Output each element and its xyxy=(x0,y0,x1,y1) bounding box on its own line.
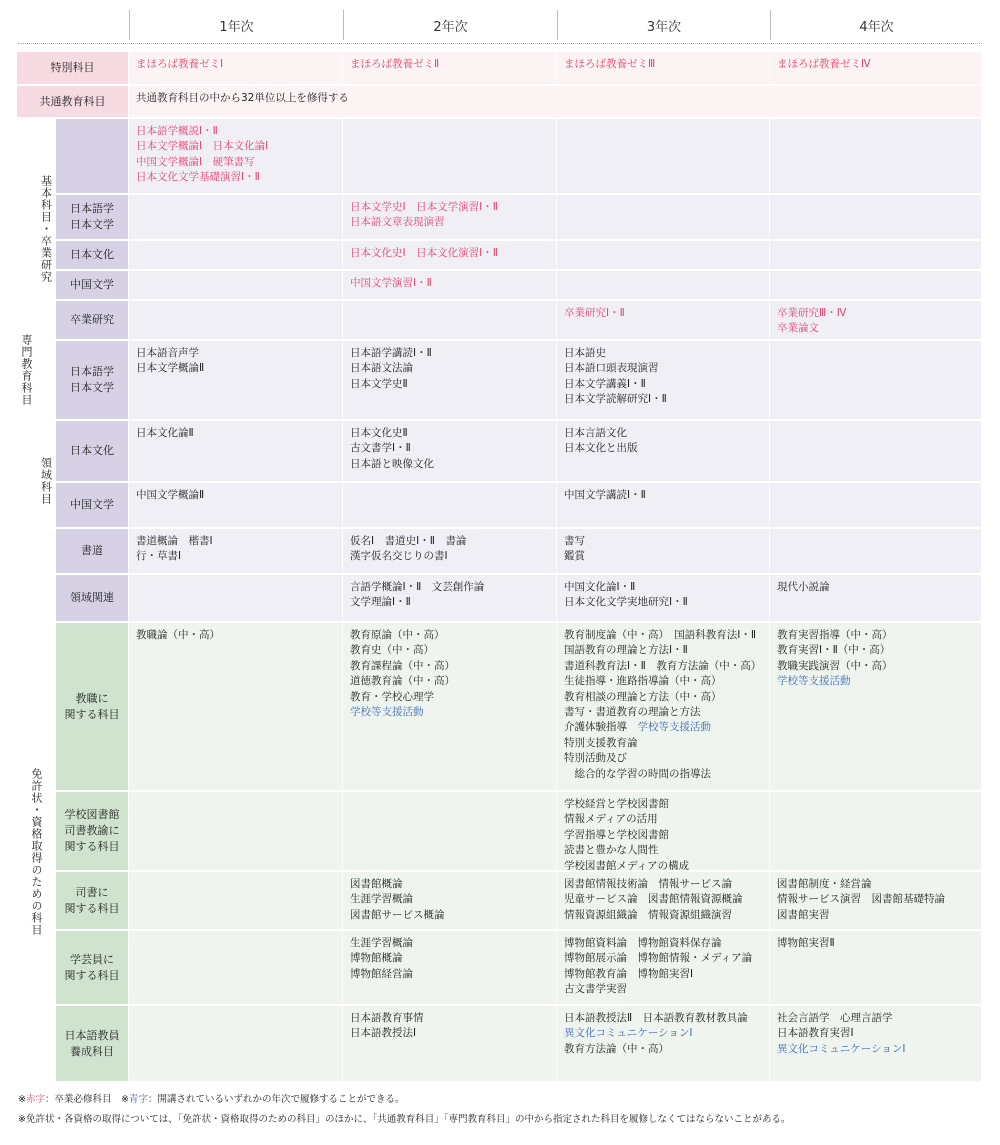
course-name: 特別支援教育論 xyxy=(564,736,638,749)
course-name: 中国文学講読Ⅰ・Ⅱ xyxy=(564,489,646,501)
course-cell xyxy=(557,529,770,575)
course-line xyxy=(350,441,549,456)
course-line xyxy=(777,1026,974,1041)
course-line xyxy=(564,951,762,966)
course-line xyxy=(564,643,762,658)
footnote-red-label: 赤字 xyxy=(25,1094,45,1105)
course-name: 仮名Ⅰ 書道史Ⅰ・Ⅱ 書論 xyxy=(350,535,467,547)
course-line xyxy=(564,361,762,376)
footnote-legend-prefix: ※ xyxy=(18,1094,26,1105)
course-cell xyxy=(343,483,557,529)
course-line xyxy=(564,306,762,321)
course-line xyxy=(350,595,549,610)
course-line xyxy=(350,457,549,472)
year-header-1: 1年次 xyxy=(129,10,343,40)
course-name: 情報サービス演習 図書館基礎特論 xyxy=(777,893,945,906)
course-name: 日本文学史Ⅰ 日本文学演習Ⅰ・Ⅱ xyxy=(350,201,498,213)
course-line xyxy=(350,951,549,966)
course-cell xyxy=(129,271,343,301)
course-name: 特別活動及び xyxy=(564,752,627,765)
course-line xyxy=(777,892,974,907)
course-line xyxy=(136,57,335,72)
course-name: 博物館教育論 博物館実習Ⅰ xyxy=(564,967,694,980)
course-line xyxy=(136,170,335,185)
row-label: 日本語学 日本文学 xyxy=(56,341,129,421)
course-line xyxy=(350,1011,549,1026)
row-label: 日本語学 日本文学 xyxy=(56,195,129,241)
course-line xyxy=(777,628,974,643)
course-cell xyxy=(770,483,982,529)
course-name: 日本文学講義Ⅰ・Ⅱ xyxy=(564,377,646,390)
course-name: 日本語教授法Ⅱ 日本語教育教材教具論 xyxy=(564,1012,748,1024)
course-cell xyxy=(557,931,770,1006)
course-line xyxy=(564,426,762,441)
course-name: まほろば教養ゼミⅡ xyxy=(350,58,440,70)
course-name: 学校等支援活動 xyxy=(350,706,424,719)
course-line xyxy=(350,936,549,951)
course-name: まほろば教養ゼミⅠ xyxy=(136,58,224,70)
course-line xyxy=(777,1011,974,1026)
course-cell xyxy=(557,872,770,931)
course-line xyxy=(350,346,549,361)
course-name: 日本文化論Ⅱ xyxy=(136,427,194,439)
label-kihon-text: 基本科目・卒業研究 xyxy=(39,175,53,283)
course-line xyxy=(136,139,335,154)
course-name: 日本語文章表現演習 xyxy=(350,216,445,229)
course-line xyxy=(777,643,974,658)
course-line xyxy=(350,908,549,923)
course-cell xyxy=(770,623,982,792)
course-line xyxy=(564,628,762,643)
row-label: 学芸員に 関する科目 xyxy=(56,931,129,1006)
course-name: 教職論（中・高） xyxy=(136,629,220,641)
course-name: 日本文化史Ⅱ xyxy=(350,427,408,439)
course-name: 図書館実習 xyxy=(777,908,830,921)
course-cell xyxy=(770,529,982,575)
course-name: 日本語教育事情 xyxy=(350,1012,424,1024)
course-cell xyxy=(770,872,982,931)
label-ryoiki-text: 領域科目 xyxy=(39,457,53,505)
course-name: 博物館経営論 xyxy=(350,967,413,980)
course-line xyxy=(564,705,762,720)
course-line xyxy=(136,155,335,170)
course-name: 教育課程論（中・高） xyxy=(350,659,455,672)
course-name: 異文化コミュニケーションⅠ xyxy=(777,1042,906,1055)
year-header-4: 4年次 xyxy=(770,10,982,40)
course-name: 古文書学Ⅰ・Ⅱ xyxy=(350,442,411,455)
course-cell xyxy=(557,301,770,341)
course-cell xyxy=(770,301,982,341)
course-line xyxy=(136,534,335,549)
course-cell xyxy=(129,529,343,575)
course-name: 書道概論 楷書Ⅰ xyxy=(136,535,213,547)
course-line xyxy=(136,628,335,643)
course-line xyxy=(564,736,762,751)
course-line xyxy=(564,967,762,982)
course-line xyxy=(777,936,974,951)
course-name: 行・草書Ⅰ xyxy=(136,550,182,563)
course-cell xyxy=(129,241,343,271)
row-label: 日本語教員 養成科目 xyxy=(56,1006,129,1083)
course-name: 社会言語学 心理言語学 xyxy=(777,1012,893,1024)
course-line xyxy=(350,659,549,674)
course-line xyxy=(350,705,549,720)
course-line xyxy=(564,908,762,923)
course-name: 日本文化文学基礎演習Ⅰ・Ⅱ xyxy=(136,171,260,184)
row-label: 学校図書館 司書教諭に 関する科目 xyxy=(56,792,129,872)
footnote-legend-mid: ：卒業必修科目 ※ xyxy=(44,1094,129,1105)
course-name: 児童サービス論 図書館情報資源概論 xyxy=(564,893,743,906)
course-name: 生涯学習概論 xyxy=(350,937,413,949)
common-credits-cell xyxy=(129,86,982,119)
course-name: 卒業研究Ⅰ・Ⅱ xyxy=(564,307,625,319)
course-line xyxy=(350,628,549,643)
course-name: まほろば教養ゼミⅢ xyxy=(564,58,656,70)
row-label: 中国文学 xyxy=(56,483,129,529)
course-cell xyxy=(557,241,770,271)
course-name: 日本語口頭表現演習 xyxy=(564,362,659,375)
course-line xyxy=(564,534,762,549)
course-name: まほろば教養ゼミⅣ xyxy=(777,58,871,70)
course-name: 文学理論Ⅰ・Ⅱ xyxy=(350,596,411,609)
course-name: 読書と豊かな人間性 xyxy=(564,844,659,857)
course-cell xyxy=(557,341,770,421)
course-cell xyxy=(343,1006,557,1083)
course-cell xyxy=(557,421,770,483)
course-line xyxy=(564,580,762,595)
course-cell xyxy=(770,931,982,1006)
course-line xyxy=(564,843,762,858)
course-line xyxy=(350,215,549,230)
course-line xyxy=(136,549,335,564)
course-name: 日本文学読解研究Ⅰ・Ⅱ xyxy=(564,393,667,406)
course-line xyxy=(136,426,335,441)
course-name: 学校等支援活動 xyxy=(777,675,851,688)
course-cell xyxy=(343,792,557,872)
course-line xyxy=(564,488,762,503)
row-label: 日本文化 xyxy=(56,241,129,271)
course-name: 卒業研究Ⅲ・Ⅳ xyxy=(777,307,847,319)
course-cell xyxy=(129,341,343,421)
course-line xyxy=(350,892,549,907)
course-line xyxy=(564,441,762,456)
course-line xyxy=(350,200,549,215)
course-line xyxy=(136,361,335,376)
row-label: 司書に 関する科目 xyxy=(56,872,129,931)
course-line xyxy=(564,674,762,689)
year-header-2: 2年次 xyxy=(343,10,557,40)
course-name: 書写・書道教育の理論と方法 xyxy=(564,706,701,719)
course-cell xyxy=(557,271,770,301)
course-line xyxy=(777,306,974,321)
course-name: 日本文化史Ⅰ 日本文化演習Ⅰ・Ⅱ xyxy=(350,247,498,259)
course-line xyxy=(564,982,762,997)
row-label: 日本文化 xyxy=(56,421,129,483)
course-line xyxy=(564,1011,762,1026)
course-line xyxy=(350,361,549,376)
course-line xyxy=(350,643,549,658)
course-cell xyxy=(343,575,557,623)
footnote-licence: ※免許状・各資格の取得については、「免許状・資格取得のための科目」のほかに、「共通教育科目」「専門教育科目」の中から指定された科目を履修しなくてはならないことがある。 xyxy=(18,1114,791,1125)
course-line xyxy=(564,877,762,892)
label-kihon xyxy=(36,119,56,341)
row-label: 教職に 関する科目 xyxy=(56,623,129,792)
course-cell xyxy=(557,1006,770,1083)
course-cell xyxy=(343,421,557,483)
course-cell xyxy=(343,529,557,575)
course-name: 生徒指導・進路指導論（中・高） xyxy=(564,675,722,688)
course-name: 情報メディアの活用 xyxy=(564,813,658,826)
course-cell xyxy=(770,52,982,86)
course-name: 図書館制度・経営論 xyxy=(777,878,872,890)
course-cell xyxy=(343,119,557,195)
course-name: 道徳教育論（中・高） xyxy=(350,675,455,688)
course-name: 教育実習指導（中・高） xyxy=(777,629,893,641)
course-line xyxy=(777,659,974,674)
course-name: 書写 xyxy=(564,535,585,547)
course-name: 日本語史 xyxy=(564,347,606,359)
course-cell xyxy=(557,119,770,195)
course-line xyxy=(564,392,762,407)
course-name: 日本言語文化 xyxy=(564,427,627,439)
course-line xyxy=(350,426,549,441)
course-line xyxy=(564,828,762,843)
course-cell xyxy=(557,195,770,241)
label-menkyo xyxy=(17,623,56,1083)
course-name: 教育制度論（中・高） 国語科教育法Ⅰ・Ⅱ xyxy=(564,629,757,641)
course-line xyxy=(136,488,335,503)
course-name: 日本語文法論 xyxy=(350,362,413,375)
course-name: 介護体験指導 xyxy=(564,721,638,734)
course-cell xyxy=(343,52,557,86)
course-line xyxy=(777,57,974,72)
course-name: 日本文学概論Ⅰ 日本文化論Ⅰ xyxy=(136,140,269,153)
course-line xyxy=(564,859,762,872)
course-cell xyxy=(343,872,557,931)
course-line xyxy=(350,534,549,549)
course-cell xyxy=(557,623,770,792)
course-name: 日本語学概説Ⅰ・Ⅱ xyxy=(136,125,218,137)
row-label: 特別科目 xyxy=(17,52,129,86)
course-name: 異文化コミュニケーションⅠ xyxy=(564,1027,693,1040)
course-line xyxy=(350,1026,549,1041)
course-name: 博物館資料論 博物館資料保存論 xyxy=(564,937,722,949)
course-name: 鑑賞 xyxy=(564,550,585,563)
course-line xyxy=(350,967,549,982)
course-name: 日本文学概論Ⅱ xyxy=(136,362,205,375)
course-name: 中国文化論Ⅰ・Ⅱ xyxy=(564,581,636,593)
course-name: 教育方法論（中・高） xyxy=(564,1042,669,1055)
course-name: 博物館実習Ⅱ xyxy=(777,937,835,949)
course-line xyxy=(136,346,335,361)
label-senmon xyxy=(17,119,36,623)
course-cell xyxy=(129,421,343,483)
course-line xyxy=(564,892,762,907)
row-label: 書道 xyxy=(56,529,129,575)
course-line xyxy=(564,549,762,564)
course-cell xyxy=(129,872,343,931)
course-name: 国語教育の理論と方法Ⅰ・Ⅱ xyxy=(564,644,688,657)
course-name: 生涯学習概論 xyxy=(350,893,413,906)
course-cell xyxy=(770,119,982,195)
course-cell xyxy=(343,271,557,301)
row-label: 共通教育科目 xyxy=(17,86,129,119)
course-line xyxy=(564,1026,762,1041)
course-name: 図書館概論 xyxy=(350,878,403,890)
course-line xyxy=(777,908,974,923)
row-label: 領域関連 xyxy=(56,575,129,623)
course-name: 学校経営と学校図書館 xyxy=(564,798,669,810)
course-line xyxy=(564,797,762,812)
course-line xyxy=(564,812,762,827)
course-line xyxy=(350,276,549,291)
course-cell xyxy=(129,792,343,872)
course-line xyxy=(564,595,762,610)
course-line xyxy=(350,674,549,689)
course-name: 学校図書館メディアの構成 xyxy=(564,859,690,872)
course-line xyxy=(564,936,762,951)
row-label: 中国文学 xyxy=(56,271,129,301)
course-line xyxy=(350,57,549,72)
course-name: 教育・学校心理学 xyxy=(350,690,434,703)
course-cell xyxy=(343,301,557,341)
course-line xyxy=(564,720,762,735)
course-cell xyxy=(129,483,343,529)
label-menkyo-text: 免許状・資格取得のための科目 xyxy=(30,768,43,936)
course-name: 中国文学演習Ⅰ・Ⅱ xyxy=(350,277,432,289)
course-cell xyxy=(557,483,770,529)
course-name: 中国文学概論Ⅱ xyxy=(136,489,205,501)
course-name: 日本語教授法Ⅰ xyxy=(350,1027,417,1040)
course-line xyxy=(564,690,762,705)
course-name: 日本文学史Ⅱ xyxy=(350,377,408,390)
course-name: 日本語と映像文化 xyxy=(350,457,434,470)
course-name: 図書館サービス概論 xyxy=(350,908,445,921)
course-line xyxy=(777,580,974,595)
course-line xyxy=(777,1042,974,1057)
course-name: 総合的な学習の時間の指導法 xyxy=(564,767,711,780)
course-line xyxy=(564,751,762,766)
course-cell xyxy=(557,52,770,86)
course-cell xyxy=(770,1006,982,1083)
course-name: 漢字仮名交じりの書Ⅰ xyxy=(350,550,448,563)
course-cell xyxy=(343,341,557,421)
course-cell xyxy=(770,271,982,301)
course-name: 教育原論（中・高） xyxy=(350,629,445,641)
course-name: 書道科教育法Ⅰ・Ⅱ 教育方法論（中・高） xyxy=(564,659,762,672)
footnote-legend-rest: ：開講されているいずれかの年次で履修することができる。 xyxy=(147,1094,405,1105)
course-cell xyxy=(129,52,343,86)
course-name: 教育史（中・高） xyxy=(350,644,434,657)
course-cell xyxy=(343,241,557,271)
course-name: 博物館概論 xyxy=(350,952,403,965)
course-name: 日本語教育実習Ⅰ xyxy=(777,1027,854,1040)
course-cell xyxy=(770,421,982,483)
label-senmon-text: 専門教育科目 xyxy=(20,334,33,406)
course-name: 日本語音声学 xyxy=(136,347,199,359)
course-name: 日本語学講読Ⅰ・Ⅱ xyxy=(350,347,432,359)
course-cell xyxy=(129,1006,343,1083)
course-cell xyxy=(557,792,770,872)
course-cell xyxy=(557,575,770,623)
row-label: 卒業研究 xyxy=(56,301,129,341)
course-line xyxy=(564,346,762,361)
course-name: 教職実践演習（中・高） xyxy=(777,659,893,672)
footnote-legend xyxy=(18,1091,404,1105)
footnote-blue-label: 青字 xyxy=(128,1094,148,1105)
course-cell xyxy=(770,341,982,421)
course-name: 現代小説論 xyxy=(777,581,830,593)
course-name: 卒業論文 xyxy=(777,322,819,335)
course-cell xyxy=(770,792,982,872)
course-line xyxy=(350,549,549,564)
course-name: 日本文化と出版 xyxy=(564,442,638,455)
course-cell xyxy=(343,623,557,792)
course-name: 博物館展示論 博物館情報・メディア論 xyxy=(564,952,753,965)
course-line xyxy=(564,767,762,782)
course-cell xyxy=(129,195,343,241)
course-cell xyxy=(343,195,557,241)
course-name: 教育相談の理論と方法（中・高） xyxy=(564,690,722,703)
course-line xyxy=(136,124,335,139)
course-name: 古文書学実習 xyxy=(564,983,627,996)
course-cell xyxy=(129,575,343,623)
course-name: 学校等支援活動 xyxy=(637,721,711,734)
course-cell xyxy=(770,195,982,241)
course-name: 中国文学概論Ⅰ 硬筆書写 xyxy=(136,155,255,168)
course-line xyxy=(564,659,762,674)
course-name: 学習指導と学校図書館 xyxy=(564,828,669,841)
year-header-3: 3年次 xyxy=(557,10,770,40)
header-divider xyxy=(18,43,982,44)
course-line xyxy=(564,57,762,72)
course-name: 図書館情報技術論 情報サービス論 xyxy=(564,878,732,890)
course-line xyxy=(350,377,549,392)
course-line xyxy=(350,877,549,892)
course-name: 日本文化文学実地研究Ⅰ・Ⅱ xyxy=(564,596,688,609)
label-ryoiki xyxy=(36,341,56,623)
course-cell xyxy=(343,931,557,1006)
course-line xyxy=(564,1042,762,1057)
course-name: 教育実習Ⅰ・Ⅱ（中・高） xyxy=(777,644,891,657)
course-line xyxy=(564,377,762,392)
course-cell xyxy=(129,119,343,195)
course-line xyxy=(350,580,549,595)
course-text: 共通教育科目の中から32単位以上を修得する xyxy=(136,92,349,104)
row-label xyxy=(56,119,129,195)
course-name: 言語学概論Ⅰ・Ⅱ 文芸創作論 xyxy=(350,581,485,593)
course-line xyxy=(350,690,549,705)
course-line xyxy=(777,877,974,892)
course-cell xyxy=(770,575,982,623)
course-cell xyxy=(129,623,343,792)
course-cell xyxy=(129,931,343,1006)
course-cell xyxy=(770,241,982,271)
course-line xyxy=(777,321,974,336)
course-line xyxy=(350,246,549,261)
course-cell xyxy=(129,301,343,341)
course-line xyxy=(777,674,974,689)
course-name: 情報資源組織論 情報資源組織演習 xyxy=(564,908,732,921)
